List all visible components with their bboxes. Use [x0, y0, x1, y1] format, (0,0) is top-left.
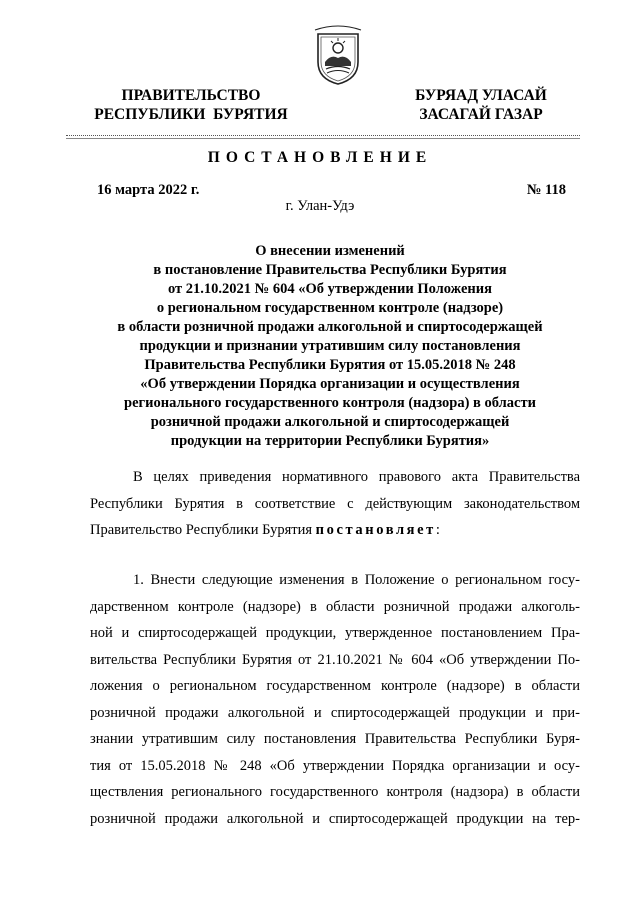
title-line: о региональном государственном контроле (надзоре) [156, 300, 504, 316]
paragraph-line: ложения о региональном государственном контроле (надзоре) в области [90, 678, 580, 694]
title-line: розничной продажи алкогольной и спиртосодержащей [150, 414, 510, 430]
header-right-line2: ЗАСАГАЙ ГАЗАР [419, 106, 543, 123]
title-line: продукции на территории Республики Бурятия» [170, 433, 490, 449]
title-line: продукции и признании утратившим силу постановления [139, 338, 521, 354]
document-city: г. Улан-Удэ [285, 198, 355, 214]
document-title [80, 242, 580, 451]
title-line: в постановление Правительства Республики Бурятия [153, 262, 507, 278]
header-left-ru [86, 86, 296, 124]
header-right-bua [386, 86, 576, 124]
title-line: Правительства Республики Бурятия от 15.05.2018 № 248 [144, 357, 516, 373]
paragraph-line: знании утратившим силу постановления Правительства Республики Буря- [90, 731, 580, 747]
resolves-keyword: постановляет [315, 522, 436, 538]
preamble-line3-suffix: : [435, 522, 440, 538]
paragraph-line: дарственном контроле (надзоре) в области розничной продажи алкоголь- [90, 598, 580, 615]
paragraph-line: ществления регионального государственного контроля (надзора) в области [90, 784, 580, 800]
preamble-line3-text: Правительство Республики Бурятия [90, 522, 316, 538]
paragraph-line: 1. Внести следующие изменения в Положение о региональном госу- [133, 572, 580, 588]
paragraph-line: тия от 15.05.2018 № 248 «Об утверждении Порядка организации и осу- [90, 757, 580, 774]
paragraph-line: вительства Республики Бурятия от 21.10.2021 № 604 «Об утверждении По- [90, 651, 580, 668]
title-line: регионального государственного контроля (надзора) в области [124, 395, 536, 411]
coat-of-arms-emblem [313, 24, 363, 86]
title-line: от 21.10.2021 № 604 «Об утверждении Положения [167, 281, 492, 297]
paragraph-line: розничной продажи алкогольной и спиртосодержащей продукции и при- [90, 704, 580, 721]
paragraph-line: розничной продажи алкогольной и спиртосодержащей продукции на тер- [90, 810, 580, 827]
document-date: 16 марта 2022 г. [97, 182, 200, 198]
paragraph-line: ной и спиртосодержащей продукции, утвержденное постановлением Пра- [90, 625, 580, 641]
preamble-paragraph [90, 464, 580, 544]
preamble-line-final [90, 517, 580, 544]
header-divider-solid [66, 138, 580, 139]
paragraph-1 [90, 567, 580, 832]
title-line: О внесении изменений [255, 243, 405, 259]
document-number: № 118 [526, 182, 566, 198]
title-line: в области розничной продажи алкогольной и спиртосодержащей [117, 319, 543, 335]
header-right-line1: БУРЯАД УЛАСАЙ [415, 87, 547, 104]
document-type: ПОСТАНОВЛЕНИЕ [207, 149, 433, 166]
header-divider [66, 135, 580, 136]
preamble-line: В целях приведения нормативного правового акта Правительства [133, 469, 580, 485]
header-left-line2: РЕСПУБЛИКИ БУРЯТИЯ [94, 106, 288, 123]
preamble-line: Республики Бурятия в соответствие с действующим законодательством [90, 495, 580, 512]
title-line: «Об утверждении Порядка организации и осуществления [140, 376, 520, 392]
header-left-line1: ПРАВИТЕЛЬСТВО [121, 87, 261, 104]
